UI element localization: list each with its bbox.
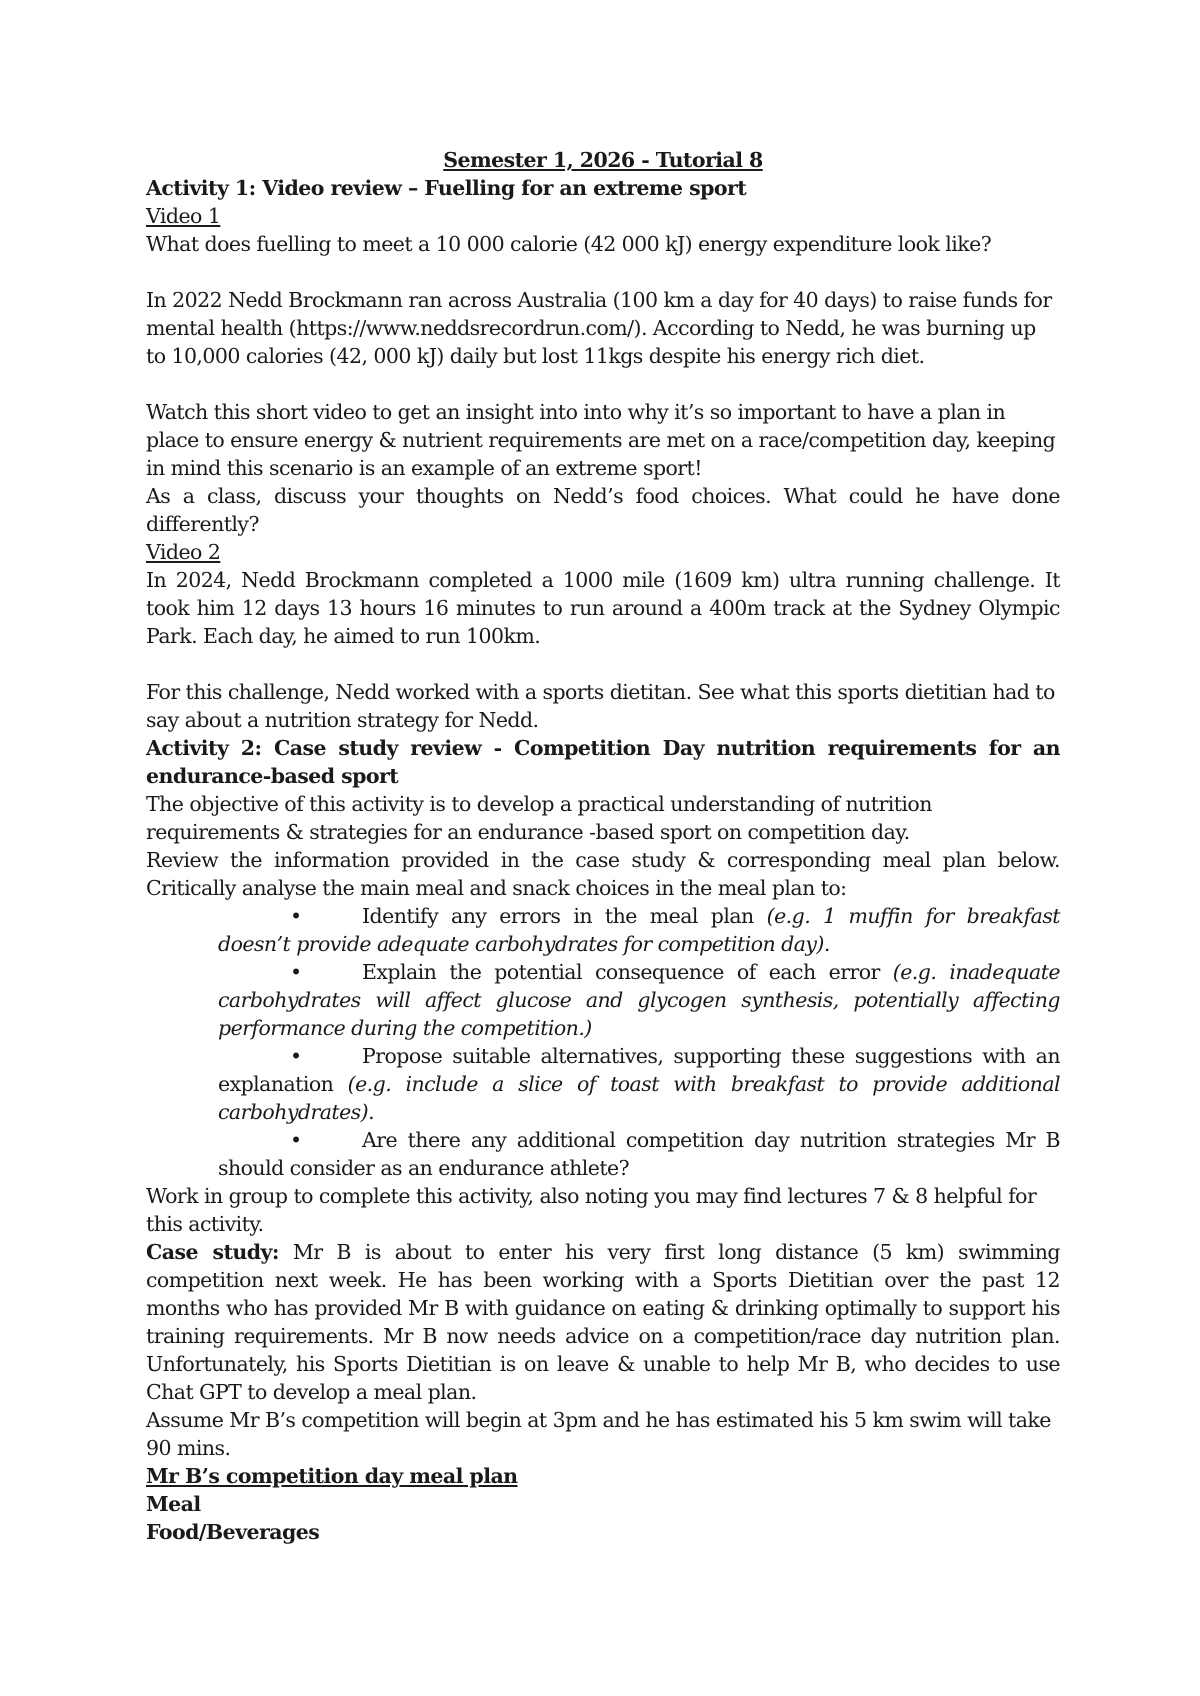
bullet-icon: •: [290, 904, 302, 928]
food-column-header: Food/Beverages: [146, 1520, 320, 1544]
spacer: [146, 370, 1060, 398]
task-list-item: [218, 958, 1060, 1042]
task-list-item: [218, 1126, 1060, 1182]
video2-label: Video 2: [146, 540, 221, 564]
spacer: [146, 258, 1060, 286]
case-study: [146, 1238, 1060, 1406]
task-example: (e.g. inadequate carbohydrates will affect glucose and glycogen synthesis, potentially affecting performance during the competition.): [218, 960, 1060, 1040]
bullet-icon: •: [290, 1128, 302, 1152]
task-list-item: [218, 1042, 1060, 1126]
task-text: Propose suitable alternatives, supporting these suggestions with an explanation (e.g. include a slice of toast with breakfast to provide additional carbohydrates).: [218, 1044, 1060, 1124]
task-text: Are there any additional competition day nutrition strategies Mr B should consider as an endurance athlete?: [218, 1128, 1060, 1180]
activity1-heading: Activity 1: Video review – Fuelling for an extreme sport: [146, 176, 747, 200]
case-study-label: Case study:: [146, 1240, 279, 1264]
activity1-paragraph-2: Watch this short video to get an insight into into why it’s so important to have a plan in place to ensure energy & nutrient requirements are met on a race/competition day, keeping in mind this scenario is an example of an extreme sport!: [146, 400, 1056, 480]
task-list: [146, 902, 1060, 1182]
spacer: [146, 650, 1060, 678]
bullet-icon: •: [290, 1044, 302, 1068]
activity1-paragraph-3: As a class, discuss your thoughts on Nedd’s food choices. What could he have done differently?: [146, 484, 1060, 536]
group-note: Work in group to complete this activity, also noting you may find lectures 7 & 8 helpful for this activity.: [146, 1184, 1037, 1236]
case-study-text: Mr B is about to enter his very first long distance (5 km) swimming competition next week. He has been working with a Sports Dietitian over the past 12 months who has provided Mr B with guidance on eating & drinking optimally to support his training requirements. Mr B now needs advice on a competition/race day nutrition plan. Unfortunately, his Sports Dietitian is on leave & unable to help Mr B, who decides to use Chat GPT to develop a meal plan.: [146, 1240, 1061, 1404]
document-page: [146, 146, 1060, 1546]
activity2-review: Review the information provided in the case study & corresponding meal plan below. Critically analyse the main meal and snack choices in the meal plan to:: [146, 848, 1060, 900]
meal-column-header: Meal: [146, 1492, 201, 1516]
meal-plan-heading: Mr B’s competition day meal plan: [146, 1464, 518, 1488]
activity2-heading: Activity 2: Case study review - Competition Day nutrition requirements for an endurance-based sport: [146, 736, 1060, 788]
video1-label: Video 1: [146, 204, 221, 228]
activity2-objective: The objective of this activity is to develop a practical understanding of nutrition requirements & strategies for an endurance -based sport on competition day.: [146, 792, 932, 844]
task-text: Explain the potential consequence of each error (e.g. inadequate carbohydrates will affect glucose and glycogen synthesis, potentially affecting performance during the competition.): [218, 960, 1060, 1040]
activity1-paragraph-1: In 2022 Nedd Brockmann ran across Australia (100 km a day for 40 days) to raise funds for mental health (https://www.neddsrecordrun.com/). According to Nedd, he was burning up to 10,000 calories (42, 000 kJ) daily but lost 11kgs despite his energy rich diet.: [146, 288, 1052, 368]
assumption-text: Assume Mr B’s competition will begin at 3pm and he has estimated his 5 km swim will take 90 mins.: [146, 1408, 1051, 1460]
page-title: Semester 1, 2026 - Tutorial 8: [443, 148, 763, 172]
task-text: Identify any errors in the meal plan (e.g. 1 muffin for breakfast doesn’t provide adequate carbohydrates for competition day).: [218, 904, 1060, 956]
bullet-icon: •: [290, 960, 302, 984]
activity1-paragraph-5: For this challenge, Nedd worked with a sports dietitan. See what this sports dietitian had to say about a nutrition strategy for Nedd.: [146, 680, 1055, 732]
activity1-paragraph-4: In 2024, Nedd Brockmann completed a 1000 mile (1609 km) ultra running challenge. It took him 12 days 13 hours 16 minutes to run around a 400m track at the Sydney Olympic Park. Each day, he aimed to run 100km.: [146, 568, 1060, 648]
task-list-item: [218, 902, 1060, 958]
task-example: (e.g. 1 muffin for breakfast doesn’t provide adequate carbohydrates for competition day): [218, 904, 1060, 956]
task-example: (e.g. include a slice of toast with breakfast to provide additional carbohydrates): [218, 1072, 1060, 1124]
activity1-question: What does fuelling to meet a 10 000 calorie (42 000 kJ) energy expenditure look like?: [146, 232, 992, 256]
